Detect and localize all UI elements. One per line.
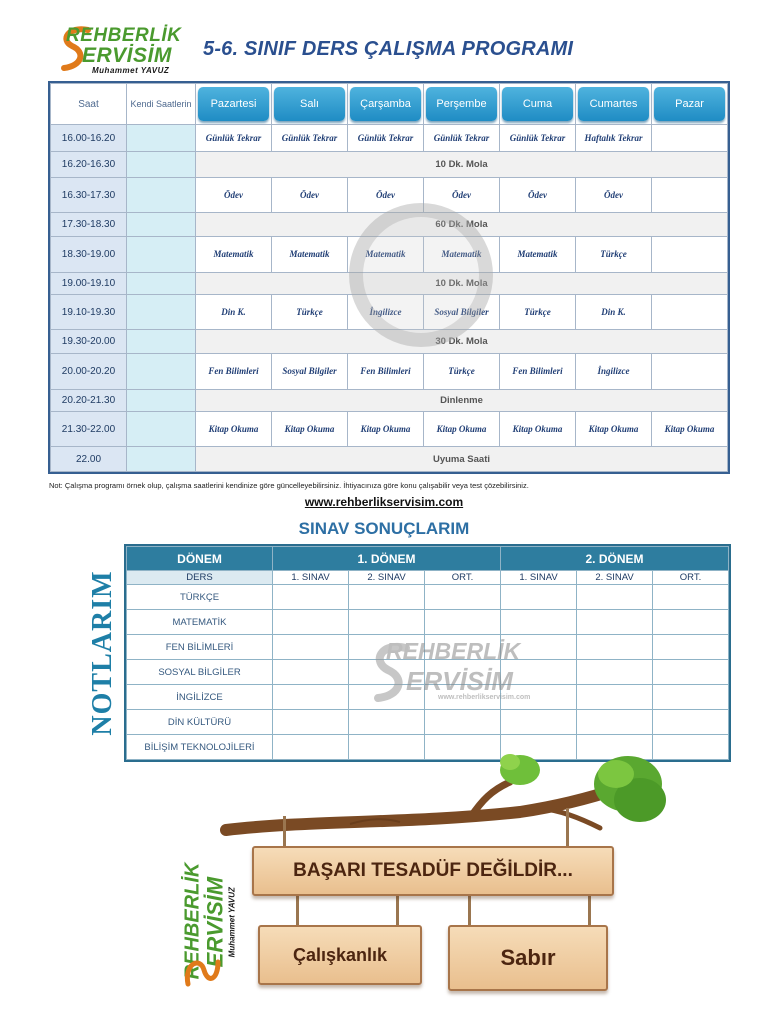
header-t2-avg: ORT.: [653, 571, 729, 585]
side-logo-line-2: ERVİSİM: [202, 876, 228, 968]
grade-cell[interactable]: [425, 610, 501, 635]
activity-cell: [652, 237, 728, 273]
watermark-seal: [349, 203, 493, 347]
schedule-row: [51, 178, 728, 213]
activity-cell: Günlük Tekrar: [196, 125, 272, 152]
grade-cell[interactable]: [425, 585, 501, 610]
logo-line-1: REHBERLİK: [66, 25, 182, 46]
activity-cell: Türkçe: [424, 354, 500, 390]
schedule-row: [51, 125, 728, 152]
break-cell: 10 Dk. Mola: [196, 273, 728, 295]
activity-cell: Kitap Okuma: [576, 412, 652, 447]
rope: [468, 896, 471, 927]
header-term-1: 1. DÖNEM: [273, 547, 501, 571]
time-slot: 19.30-20.00: [51, 330, 127, 354]
activity-cell: Kitap Okuma: [272, 412, 348, 447]
watermark-url: www.rehberlikservisim.com: [438, 694, 531, 701]
activity-cell: Kitap Okuma: [500, 412, 576, 447]
subject-name: TÜRKÇE: [127, 585, 273, 610]
header-t1-avg: ORT.: [425, 571, 501, 585]
activity-cell: Haftalık Tekrar: [576, 125, 652, 152]
break-cell: 60 Dk. Mola: [196, 213, 728, 237]
activity-cell: Kitap Okuma: [348, 412, 424, 447]
website-link[interactable]: www.rehberlikservisim.com: [304, 495, 464, 509]
activity-cell: Matematik: [500, 237, 576, 273]
time-slot: 21.30-22.00: [51, 412, 127, 447]
schedule-row: [51, 354, 728, 390]
grade-cell[interactable]: [577, 710, 653, 735]
activity-cell: Ödev: [576, 178, 652, 213]
activity-cell: Kitap Okuma: [652, 412, 728, 447]
rope: [296, 896, 299, 927]
grade-cell[interactable]: [653, 585, 729, 610]
time-slot: 16.00-16.20: [51, 125, 127, 152]
own-time-cell[interactable]: [127, 178, 196, 213]
activity-cell: Türkçe: [272, 295, 348, 330]
activity-cell: [652, 354, 728, 390]
exam-term-header-row: [127, 547, 729, 571]
own-time-cell[interactable]: [127, 447, 196, 472]
schedule-header-row: [51, 84, 728, 125]
activity-cell: Günlük Tekrar: [424, 125, 500, 152]
time-slot: 19.00-19.10: [51, 273, 127, 295]
header-saat: Saat: [51, 84, 127, 125]
sign-diligence: Çalışkanlık: [258, 925, 422, 985]
subject-row: [127, 585, 729, 610]
grade-cell[interactable]: [349, 610, 425, 635]
break-cell: Dinlenme: [196, 390, 728, 412]
own-time-cell[interactable]: [127, 213, 196, 237]
own-time-cell[interactable]: [127, 412, 196, 447]
grade-cell[interactable]: [501, 710, 577, 735]
watermark-line-1: REHBERLİK: [386, 638, 521, 664]
break-cell: 10 Dk. Mola: [196, 152, 728, 178]
activity-cell: Fen Bilimleri: [196, 354, 272, 390]
side-logo-swirl-icon: [182, 954, 222, 994]
logo: [58, 22, 188, 74]
subject-name: FEN BİLİMLERİ: [127, 635, 273, 660]
header-t2-exam-1: 1. SINAV: [501, 571, 577, 585]
watermark-line-2: ERVİSİM: [406, 666, 513, 696]
activity-cell: Ödev: [500, 178, 576, 213]
grade-cell[interactable]: [349, 710, 425, 735]
time-slot: 20.20-21.30: [51, 390, 127, 412]
activity-cell: Günlük Tekrar: [500, 125, 576, 152]
grade-cell[interactable]: [653, 685, 729, 710]
day-pazar[interactable]: Pazar: [654, 87, 725, 121]
page-title: 5-6. SINIF DERS ÇALIŞMA PROGRAMI: [203, 38, 574, 60]
header-ders: DERS: [127, 571, 273, 585]
own-time-cell[interactable]: [127, 237, 196, 273]
motto-sign: BAŞARI TESADÜF DEĞİLDİR...: [252, 846, 614, 896]
schedule-row: [51, 412, 728, 447]
grade-cell[interactable]: [273, 585, 349, 610]
day-pazartesi[interactable]: Pazartesi: [198, 87, 269, 121]
grade-cell[interactable]: [577, 660, 653, 685]
activity-cell: Sosyal Bilgiler: [272, 354, 348, 390]
day-cumartesi[interactable]: Cumartes: [578, 87, 649, 121]
grade-cell[interactable]: [501, 610, 577, 635]
sign-patience: Sabır: [448, 925, 608, 991]
activity-cell: [652, 125, 728, 152]
side-logo-author: Muhammet YAVUZ: [227, 887, 237, 958]
day-carsamba[interactable]: Çarşamba: [350, 87, 421, 121]
own-time-cell[interactable]: [127, 295, 196, 330]
activity-cell: Günlük Tekrar: [272, 125, 348, 152]
activity-cell: Ödev: [196, 178, 272, 213]
activity-cell: Matematik: [424, 237, 500, 273]
activity-cell: [652, 295, 728, 330]
grade-cell[interactable]: [577, 585, 653, 610]
grade-cell[interactable]: [577, 610, 653, 635]
rope: [396, 896, 399, 927]
logo-author: Muhammet YAVUZ: [92, 66, 170, 75]
activity-cell: Matematik: [348, 237, 424, 273]
day-cuma[interactable]: Cuma: [502, 87, 573, 121]
own-time-cell[interactable]: [127, 152, 196, 178]
time-slot: 17.30-18.30: [51, 213, 127, 237]
side-logo: [168, 846, 250, 996]
grade-cell[interactable]: [653, 660, 729, 685]
activity-cell: Ödev: [348, 178, 424, 213]
activity-cell: Din K.: [196, 295, 272, 330]
grade-cell[interactable]: [425, 710, 501, 735]
own-time-cell[interactable]: [127, 354, 196, 390]
break-cell: Uyuma Saati: [196, 447, 728, 472]
activity-cell: Fen Bilimleri: [348, 354, 424, 390]
grade-cell[interactable]: [501, 585, 577, 610]
grade-cell[interactable]: [273, 610, 349, 635]
activity-cell: Türkçe: [576, 237, 652, 273]
grade-cell[interactable]: [653, 610, 729, 635]
schedule-note: Not: Çalışma programı örnek olup, çalışma saatlerini kendinize göre güncelleyebilirsiniz. İhtiyacınıza göre konu çalışabilir veya test çözebilirsiniz.: [49, 481, 529, 490]
header-t1-exam-1: 1. SINAV: [273, 571, 349, 585]
activity-cell: İngilizce: [348, 295, 424, 330]
grade-cell[interactable]: [349, 585, 425, 610]
subject-row: [127, 610, 729, 635]
subject-name: İNGİLİZCE: [127, 685, 273, 710]
activity-cell: Fen Bilimleri: [500, 354, 576, 390]
exam-results-title: SINAV SONUÇLARIM: [298, 519, 470, 538]
activity-cell: [652, 178, 728, 213]
grade-cell[interactable]: [577, 685, 653, 710]
side-logo-line-1: REHBERLİK: [181, 862, 204, 980]
activity-cell: İngilizce: [576, 354, 652, 390]
grade-cell[interactable]: [273, 710, 349, 735]
notes-side-label: NOTLARIM: [87, 570, 118, 736]
subject-name: SOSYAL BİLGİLER: [127, 660, 273, 685]
schedule-row: [51, 152, 728, 178]
activity-cell: Matematik: [196, 237, 272, 273]
time-slot: 18.30-19.00: [51, 237, 127, 273]
activity-cell: Kitap Okuma: [424, 412, 500, 447]
time-slot: 16.30-17.30: [51, 178, 127, 213]
activity-cell: Ödev: [424, 178, 500, 213]
time-slot: 22.00: [51, 447, 127, 472]
rope: [588, 896, 591, 927]
schedule-row: [51, 390, 728, 412]
time-slot: 20.00-20.20: [51, 354, 127, 390]
activity-cell: Matematik: [272, 237, 348, 273]
subject-name: BİLİŞİM TEKNOLOJİLERİ: [127, 735, 273, 760]
own-time-cell[interactable]: [127, 125, 196, 152]
rope: [283, 816, 286, 848]
header-t2-exam-2: 2. SINAV: [577, 571, 653, 585]
grade-cell[interactable]: [653, 710, 729, 735]
activity-cell: Türkçe: [500, 295, 576, 330]
header-donem: DÖNEM: [127, 547, 273, 571]
tree-branch-icon: [220, 748, 670, 848]
activity-cell: Günlük Tekrar: [348, 125, 424, 152]
day-persembe[interactable]: Perşembe: [426, 87, 497, 121]
grade-cell[interactable]: [273, 685, 349, 710]
own-time-cell[interactable]: [127, 330, 196, 354]
subject-row: [127, 710, 729, 735]
own-time-cell[interactable]: [127, 273, 196, 295]
break-cell: 30 Dk. Mola: [196, 330, 728, 354]
logo-line-2: ERVİSİM: [82, 44, 172, 67]
header-kendi-saatlerin: Kendi Saatlerin: [127, 84, 196, 125]
grade-cell[interactable]: [653, 635, 729, 660]
activity-cell: Din K.: [576, 295, 652, 330]
day-sali[interactable]: Salı: [274, 87, 345, 121]
grade-cell[interactable]: [577, 635, 653, 660]
own-time-cell[interactable]: [127, 390, 196, 412]
subject-name: MATEMATİK: [127, 610, 273, 635]
schedule-row: [51, 447, 728, 472]
grade-cell[interactable]: [273, 635, 349, 660]
activity-cell: Kitap Okuma: [196, 412, 272, 447]
header-t1-exam-2: 2. SINAV: [349, 571, 425, 585]
subject-name: DİN KÜLTÜRÜ: [127, 710, 273, 735]
exam-sub-header-row: [127, 571, 729, 585]
time-slot: 16.20-16.30: [51, 152, 127, 178]
header-term-2: 2. DÖNEM: [501, 547, 729, 571]
rope: [566, 808, 569, 848]
activity-cell: Ödev: [272, 178, 348, 213]
watermark-logo: [372, 636, 564, 706]
activity-cell: Sosyal Bilgiler: [424, 295, 500, 330]
grade-cell[interactable]: [273, 660, 349, 685]
time-slot: 19.10-19.30: [51, 295, 127, 330]
